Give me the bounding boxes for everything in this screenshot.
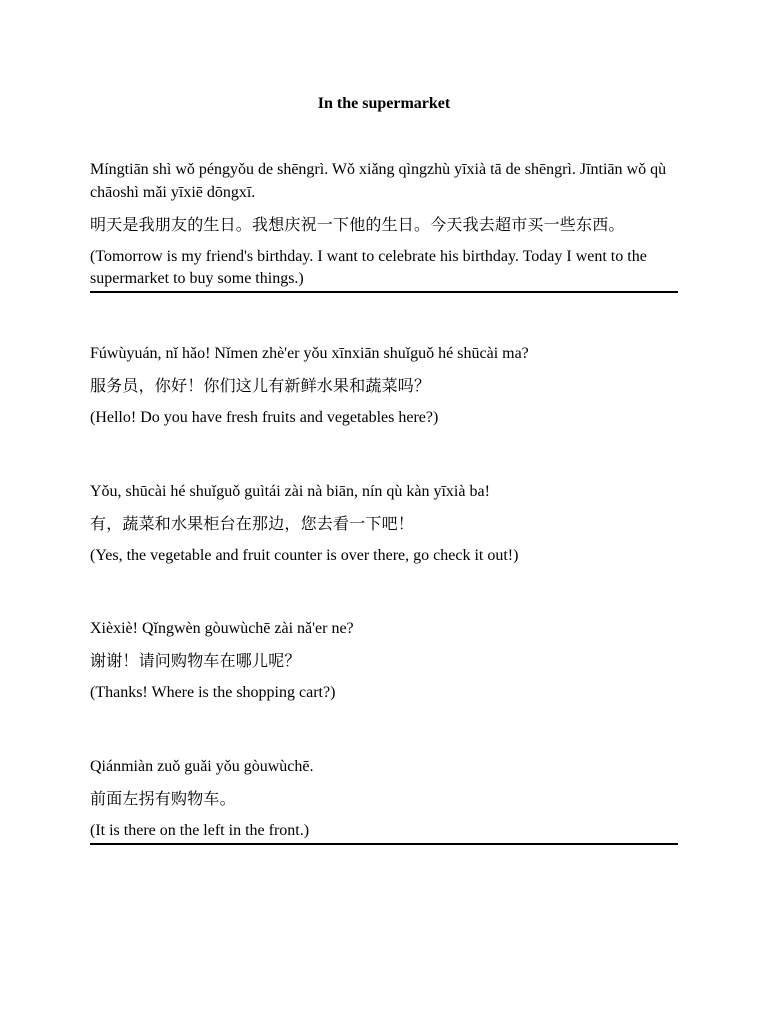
dialogue-block-5 — [90, 755, 678, 845]
pinyin-line: Yǒu, shūcài hé shuǐguǒ guìtái zài nà biān, nín qù kàn yīxià ba! — [90, 483, 490, 500]
hanzi-line: 谢谢！请问购物车在哪儿呢？ — [90, 651, 301, 670]
pinyin-line: Fúwùyuán, nǐ hǎo! Nǐmen zhè'er yǒu xīnxiān shuǐguǒ hé shūcài ma? — [90, 345, 529, 362]
hanzi-line: 有，蔬菜和水果柜台在那边，您去看一下吧！ — [90, 514, 415, 533]
pinyin-line: Xièxiè! Qǐngwèn gòuwùchē zài nǎ'er ne? — [90, 620, 354, 637]
document-title: In the supermarket — [317, 95, 451, 112]
hanzi-line: 明天是我朋友的生日。我想庆祝一下他的生日。今天我去超市买一些东西。 — [90, 215, 625, 234]
dialogue-block-2 — [90, 342, 678, 429]
hanzi-line: 前面左拐有购物车。 — [90, 789, 236, 808]
translation-line: (Thanks! Where is the shopping cart?) — [90, 684, 336, 701]
dialogue-block-1 — [90, 158, 678, 293]
pinyin-line: Qiánmiàn zuǒ guǎi yǒu gòuwùchē. — [90, 758, 314, 775]
translation-line: (Yes, the vegetable and fruit counter is over there, go check it out!) — [90, 547, 519, 564]
dialogue-block-3 — [90, 480, 678, 567]
document-page — [90, 0, 678, 1024]
translation-line: (Hello! Do you have fresh fruits and vegetables here?) — [90, 409, 439, 426]
pinyin-line: Míngtiān shì wǒ péngyǒu de shēngrì. Wǒ xiǎng qìngzhù yīxià tā de shēngrì. Jīntiān wǒ qù chāoshì mǎi yīxiē dōngxī. — [90, 161, 667, 201]
section-divider — [90, 291, 678, 293]
section-divider — [90, 843, 678, 845]
translation-line: (It is there on the left in the front.) — [90, 822, 310, 839]
dialogue-block-4 — [90, 617, 678, 704]
translation-line: (Tomorrow is my friend's birthday. I want to celebrate his birthday. Today I went to the supermarket to buy some things.) — [90, 248, 647, 287]
hanzi-line: 服务员，你好！你们这儿有新鲜水果和蔬菜吗？ — [90, 376, 431, 395]
